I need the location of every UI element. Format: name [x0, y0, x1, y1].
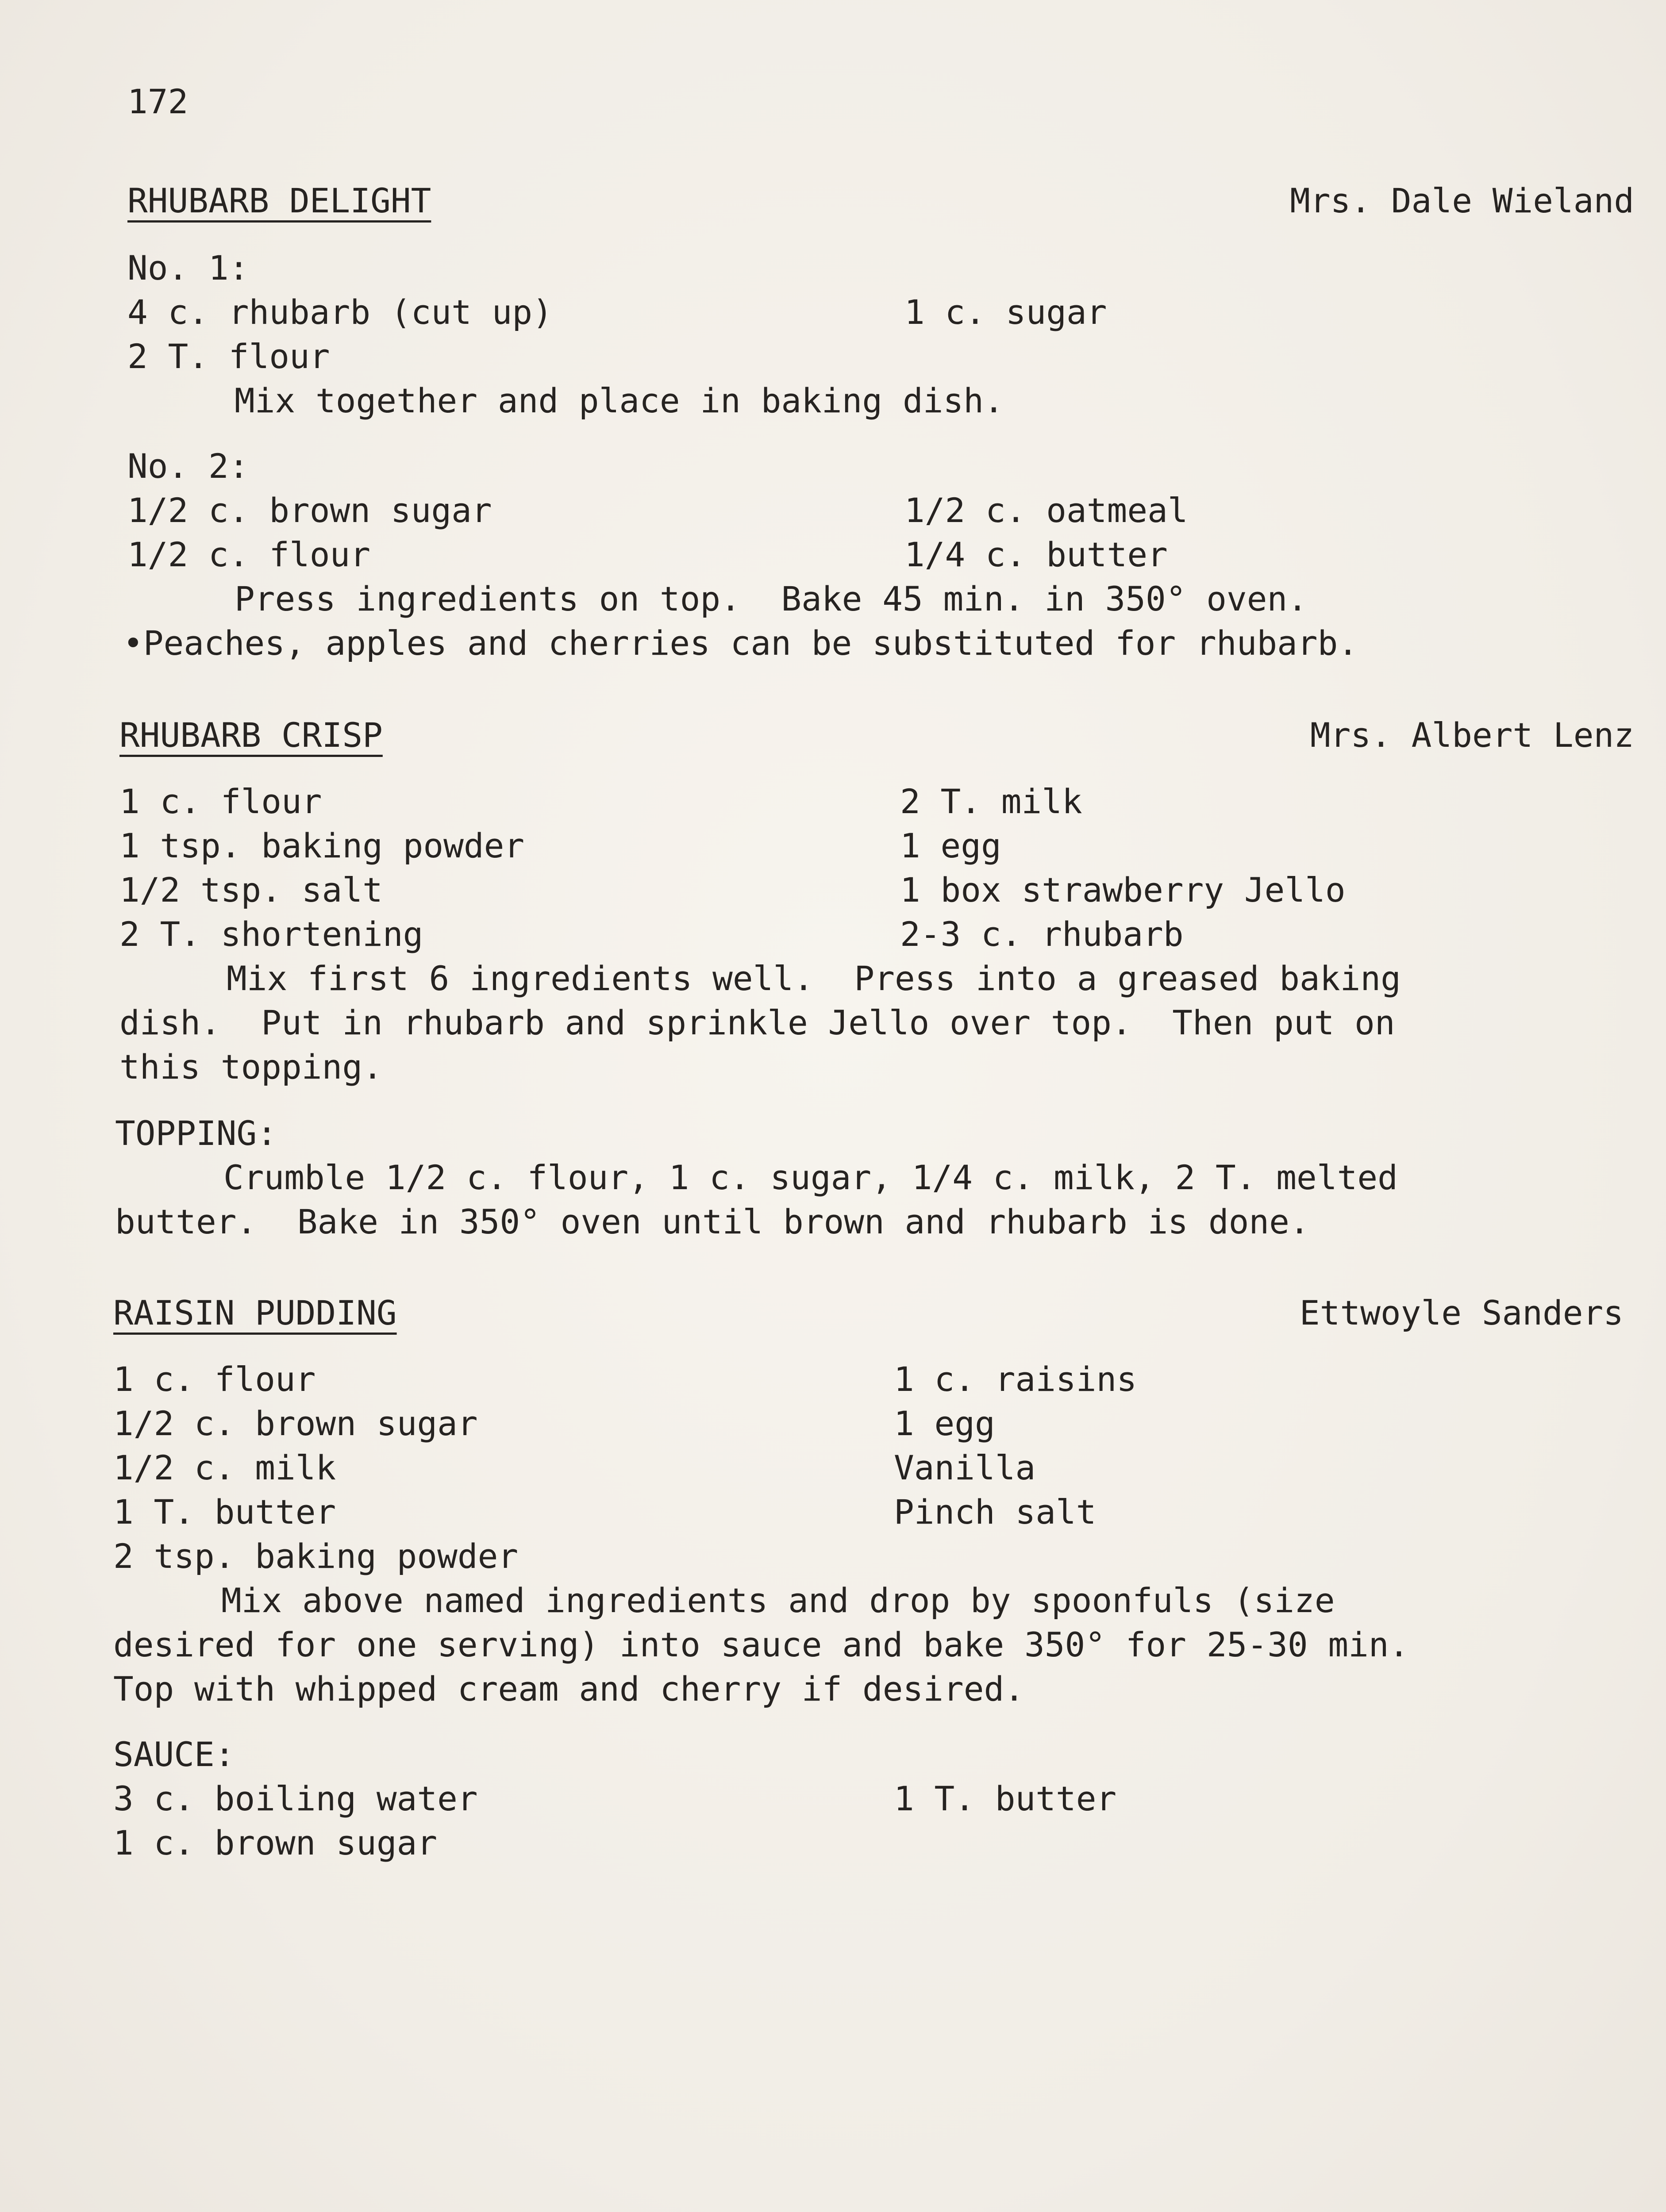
recipe-title: RAISIN PUDDING — [113, 1293, 397, 1333]
section-label: No. 1: — [127, 248, 249, 288]
section-label: SAUCE: — [113, 1735, 235, 1774]
ingredient: 3 c. boiling water — [113, 1779, 478, 1818]
ingredient: Pinch salt — [894, 1492, 1097, 1532]
ingredient: 1/2 c. oatmeal — [904, 491, 1188, 530]
instructions: desired for one serving) into sauce and bake 350° for 25-30 min. — [113, 1625, 1409, 1664]
ingredient: 1 egg — [900, 826, 1001, 865]
ingredient: 2 T. flour — [127, 337, 330, 376]
instructions: Crumble 1/2 c. flour, 1 c. sugar, 1/4 c. milk, 2 T. melted — [223, 1158, 1398, 1197]
ingredient: 1 T. butter — [894, 1779, 1117, 1818]
ingredient: 1/4 c. butter — [904, 535, 1168, 574]
ingredient: 1 c. flour — [119, 782, 322, 821]
instructions: butter. Bake in 350° oven until brown and rhubarb is done. — [115, 1202, 1310, 1241]
ingredient: Vanilla — [894, 1448, 1036, 1487]
recipe-author: Ettwoyle Sanders — [1299, 1293, 1624, 1333]
recipe-author: Mrs. Albert Lenz — [1310, 715, 1634, 755]
instructions: this topping. — [119, 1047, 383, 1087]
ingredient: 2 T. milk — [900, 782, 1082, 821]
instructions: Top with whipped cream and cherry if desired. — [113, 1669, 1025, 1709]
ingredient: 1 c. flour — [113, 1359, 316, 1399]
recipe-title: RHUBARB CRISP — [119, 715, 383, 755]
instructions: Mix first 6 ingredients well. Press into a greased baking — [227, 959, 1401, 998]
ingredient: 1/2 c. brown sugar — [113, 1404, 478, 1443]
ingredient: 1 c. sugar — [904, 292, 1107, 332]
page-number: 172 — [127, 82, 189, 121]
ingredient: 2-3 c. rhubarb — [900, 914, 1184, 954]
ingredient: 1 c. brown sugar — [113, 1823, 438, 1863]
ingredient: 1/2 c. milk — [113, 1448, 336, 1487]
ingredient: 1/2 c. brown sugar — [127, 491, 492, 530]
ingredient: 1 T. butter — [113, 1492, 336, 1532]
recipe-author: Mrs. Dale Wieland — [1290, 181, 1634, 220]
ingredient: 2 tsp. baking powder — [113, 1536, 519, 1576]
ingredient: 2 T. shortening — [119, 914, 423, 954]
ingredient: 1/2 tsp. salt — [119, 870, 383, 910]
substitution-note: •Peaches, apples and cherries can be substituted for rhubarb. — [123, 623, 1358, 663]
ingredient: 4 c. rhubarb (cut up) — [127, 292, 553, 332]
ingredient: 1 c. raisins — [894, 1359, 1137, 1399]
instructions: dish. Put in rhubarb and sprinkle Jello over top. Then put on — [119, 1003, 1395, 1042]
ingredient: 1 box strawberry Jello — [900, 870, 1346, 910]
recipe-title: RHUBARB DELIGHT — [127, 181, 431, 220]
ingredient: 1/2 c. flour — [127, 535, 371, 574]
ingredient: 1 tsp. baking powder — [119, 826, 525, 865]
instructions: Press ingredients on top. Bake 45 min. in 350° oven. — [235, 579, 1308, 618]
instructions: Mix together and place in baking dish. — [235, 381, 1004, 420]
ingredient: 1 egg — [894, 1404, 995, 1443]
section-label: TOPPING: — [115, 1114, 277, 1153]
instructions: Mix above named ingredients and drop by spoonfuls (size — [221, 1581, 1335, 1620]
section-label: No. 2: — [127, 446, 249, 486]
